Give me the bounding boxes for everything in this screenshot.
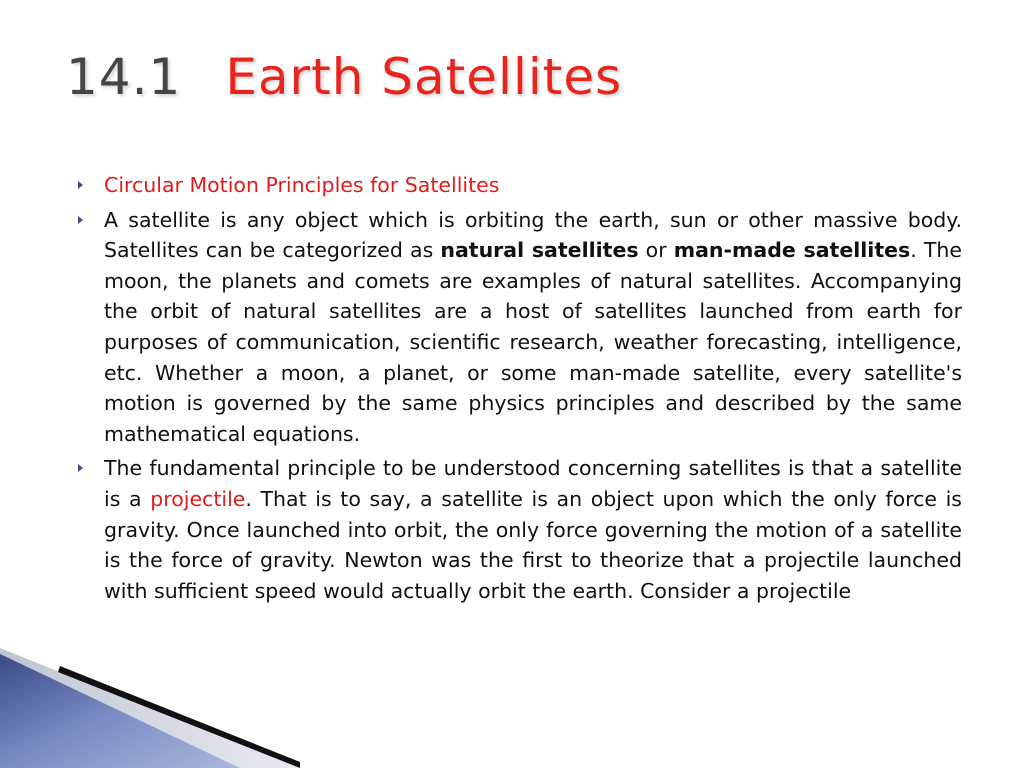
bullet-paragraph-1 — [78, 205, 962, 450]
paragraph-2-part-a: The fundamental principle to be understood concerning satellites is that a satellite is a — [104, 456, 962, 511]
bullet-list — [78, 170, 962, 610]
term-natural-satellites: natural satellites — [440, 238, 639, 263]
bullet-heading — [78, 170, 962, 201]
bullet-arrow-icon — [78, 464, 83, 472]
paragraph-2-part-c: . That is to say, a satellite is an object upon which the only force is gravity. Once launched into orbit, the only force governing the motion of a satellite is the force of gravity. Newton was the first to theorize that a projectile launched with sufficient speed would actually orbit the earth. Consider a projectile — [104, 486, 962, 603]
paragraph-1-part-e: . The moon, the planets and comets are examples of natural satellites. Accompanying the orbit of natural satellites are a host of satellites launched from earth for purposes of communication, scientific research, weather forecasting, intelligence, etc. Whether a moon, a planet, or some man-made satellite, every satellite's motion is governed by the same physics principles and described by the same mathematical equations. — [104, 238, 962, 446]
term-projectile: projectile — [150, 486, 246, 511]
heading-text: Circular Motion Principles for Satellites — [104, 173, 500, 197]
paragraph-1-part-c: or — [638, 238, 674, 263]
corner-decoration — [0, 620, 300, 768]
bullet-arrow-icon — [78, 181, 83, 189]
term-man-made-satellites: man-made satellites — [673, 238, 911, 263]
bullet-arrow-icon — [78, 216, 83, 224]
slide-title — [66, 48, 623, 106]
title-text: Earth Satellites — [225, 48, 623, 106]
paragraph-1-part-a: A satellite is any object which is orbiting the earth, sun or other massive body. Satellites can be categorized as — [104, 207, 962, 263]
title-number: 14.1 — [66, 48, 182, 106]
bullet-paragraph-2 — [78, 453, 962, 606]
